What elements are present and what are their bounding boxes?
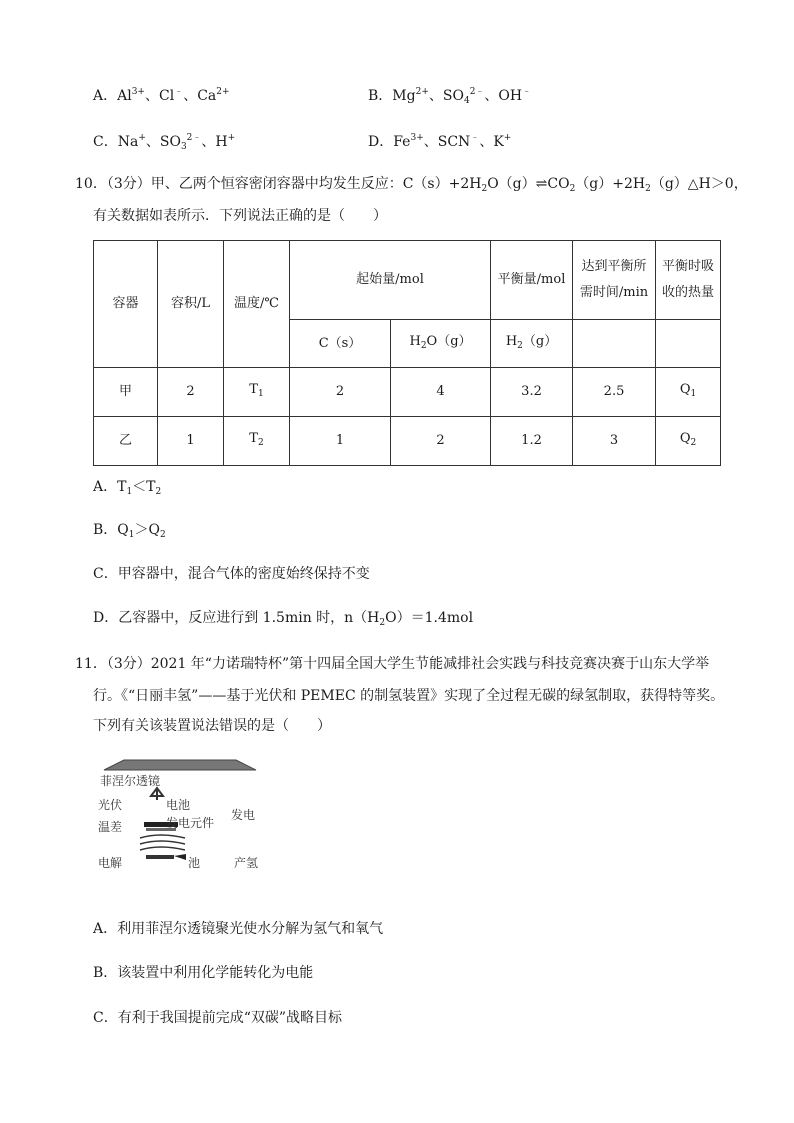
cell-temperature: $T_1$	[224, 368, 290, 417]
table-row	[94, 368, 721, 417]
cell-temperature: $T_2$	[224, 417, 290, 466]
q9-option-b: B．$Mg^{2+}$、$SO_4^{2﹣}$、OH﹣	[368, 87, 532, 106]
q10-option-a: A．$T_1<T_2$	[93, 479, 162, 497]
cell-carbon: 2	[290, 368, 391, 417]
q11-stem-line3: 下列有关该装置说法错误的是（ ）	[93, 718, 331, 734]
q11-stem-line1: 11．（3分）2021 年“力诺瑞特杯”第十四届全国大学生节能减排社会实践与科技竞赛决赛于山东大学举	[75, 656, 710, 672]
label-photovoltaic: 光伏	[98, 798, 123, 812]
q9-option-c: C．Na+、$SO_3^{2﹣}$、H+	[93, 133, 236, 152]
label-power-gen: 发电	[231, 808, 256, 822]
label-cell: 电池	[166, 798, 191, 812]
th-initial-amount: 起始量/mol	[290, 241, 491, 320]
th-equilibrium-amount: 平衡量/mol	[491, 241, 573, 320]
cell-time: 3	[573, 417, 656, 466]
cell-volume: 2	[158, 368, 224, 417]
q10-option-b: B．$Q_1>Q_2$	[93, 522, 166, 540]
q10-option-c: C．甲容器中，混合气体的密度始终保持不变	[93, 566, 370, 582]
label-electrolysis: 电解	[98, 856, 123, 870]
q11-option-a: A．利用菲涅尔透镜聚光使水分解为氢气和氧气	[93, 921, 384, 937]
cell-carbon: 1	[290, 417, 391, 466]
th-sub-empty-2	[656, 320, 721, 368]
label-hydrogen-output: 产氢	[234, 856, 259, 870]
label-gen-element: 发电元件	[166, 816, 215, 830]
th-volume: 容积/L	[158, 241, 224, 368]
label-temp-diff: 温差	[98, 820, 123, 834]
q9-option-d: D．$Fe^{3+}$、SCN﹣、K+	[368, 133, 512, 150]
q11-stem-line2: 行。《“日丽丰氢”——基于光伏和 PEMEC 的制氢装置》实现了全过程无碳的绿氢制取，获得特等奖。	[93, 688, 725, 704]
q10-data-table	[93, 240, 721, 466]
device-diagram	[96, 758, 266, 878]
cell-container: 乙	[94, 417, 158, 466]
cell-hydrogen: 1.2	[491, 417, 573, 466]
th-time-to-equilibrium: 达到平衡所 需时间/min	[573, 241, 656, 320]
cell-hydrogen: 3.2	[491, 368, 573, 417]
q10-stem-line1: 10．（3分）甲、乙两个恒容密闭容器中均发生反应：$C(s)+2H_2O(g)\rightleftharpoons CO_2(g)+2H_2(g)\triangle H>0$，	[75, 176, 748, 194]
cell-volume: 1	[158, 417, 224, 466]
cell-heat: $Q_2$	[656, 417, 721, 466]
q10-option-d: D．乙容器中，反应进行到 1.5min 时，$n(H_2O)=1.4mol$	[93, 610, 474, 628]
th-temperature: 温度/℃	[224, 241, 290, 368]
th-sub-carbon: C（s）	[290, 320, 391, 368]
cell-water: 4	[391, 368, 491, 417]
cell-time: 2.5	[573, 368, 656, 417]
th-sub-empty-1	[573, 320, 656, 368]
th-sub-hydrogen: $H_2(g)$	[491, 320, 573, 368]
q11-option-b: B．该装置中利用化学能转化为电能	[93, 965, 314, 981]
th-sub-water: $H_2O(g)$	[391, 320, 491, 368]
label-fresnel-lens: 菲涅尔透镜	[100, 774, 161, 788]
label-pool: 池	[188, 856, 201, 870]
cell-water: 2	[391, 417, 491, 466]
q10-stem-line2: 有关数据如表所示．下列说法正确的是（ ）	[93, 208, 387, 224]
q9-option-a: A．$Al^{3+}$、Cl﹣、$Ca^{2+}$	[93, 87, 230, 104]
cell-container: 甲	[94, 368, 158, 417]
table-row	[94, 417, 721, 466]
th-container: 容器	[94, 241, 158, 368]
th-heat-absorbed: 平衡时吸 收的热量	[656, 241, 721, 320]
q11-option-c: C．有利于我国提前完成“双碳”战略目标	[93, 1010, 343, 1026]
cell-heat: $Q_1$	[656, 368, 721, 417]
